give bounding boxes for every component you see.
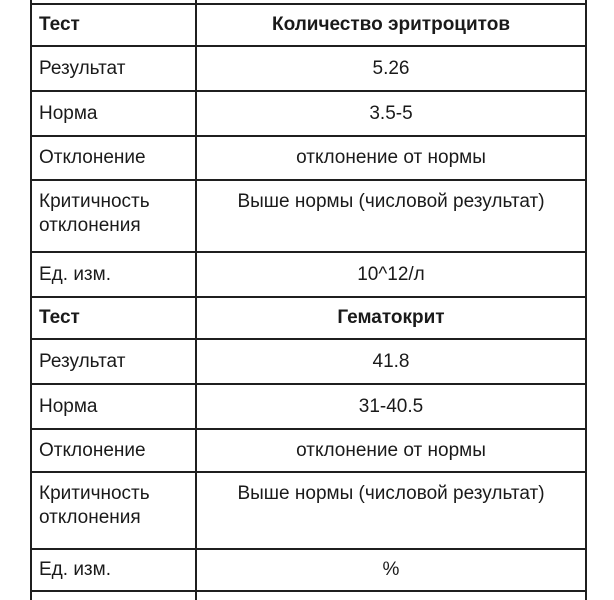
row-value-cell: % — [382, 559, 400, 580]
row-label-cell: Ед. изм. — [32, 253, 197, 296]
row-value-cell: 5.26 — [372, 57, 410, 79]
row-value-cell: отклонение от нормы — [296, 147, 486, 168]
table-row-test-header — [32, 298, 585, 340]
row-label-cell: Отклонение — [32, 430, 197, 471]
row-label-cell: Результат — [32, 340, 197, 383]
row-label-cell — [32, 592, 197, 600]
row-value-cell: 31-40.5 — [358, 395, 424, 417]
row-label-cell: Тест — [32, 298, 197, 338]
row-label-cell — [32, 0, 197, 3]
table-row-norm — [32, 92, 585, 137]
row-value-cell: Количество эритроцитов — [271, 14, 510, 35]
row-label-cell: Ед. изм. — [32, 550, 197, 590]
table-row-units — [32, 550, 585, 592]
table-row-result — [32, 47, 585, 92]
table-row-deviation — [32, 137, 585, 181]
row-value-cell: Выше нормы (числовой результат) — [237, 483, 545, 504]
table-row-result — [32, 340, 585, 385]
row-value-cell: 3.5-5 — [369, 102, 413, 124]
row-label-cell: Норма — [32, 385, 197, 428]
lab-results-table — [30, 0, 587, 600]
row-value-cell: 10^12/л — [357, 263, 425, 285]
table-row-criticality — [32, 473, 585, 550]
row-label-cell: Критичность отклонения — [32, 473, 197, 548]
row-label-cell: Результат — [32, 47, 197, 90]
table-row-partial-bottom — [32, 592, 585, 600]
table-row-norm — [32, 385, 585, 430]
row-value-cell: Выше нормы (числовой результат) — [237, 191, 545, 212]
row-value-cell: Гематокрит — [337, 307, 445, 328]
row-value-cell: отклонение от нормы — [296, 439, 486, 461]
table-row-deviation — [32, 430, 585, 473]
row-label-cell: Тест — [32, 5, 197, 45]
table-row-criticality — [32, 181, 585, 253]
table-row-test-header — [32, 5, 585, 47]
row-label-cell: Норма — [32, 92, 197, 135]
row-label-cell: Критичность отклонения — [32, 181, 197, 251]
row-value-cell — [197, 592, 585, 600]
row-value-cell — [197, 0, 585, 3]
table-row-units — [32, 253, 585, 298]
row-value-cell: 41.8 — [372, 350, 410, 372]
row-label-cell: Отклонение — [32, 137, 197, 179]
